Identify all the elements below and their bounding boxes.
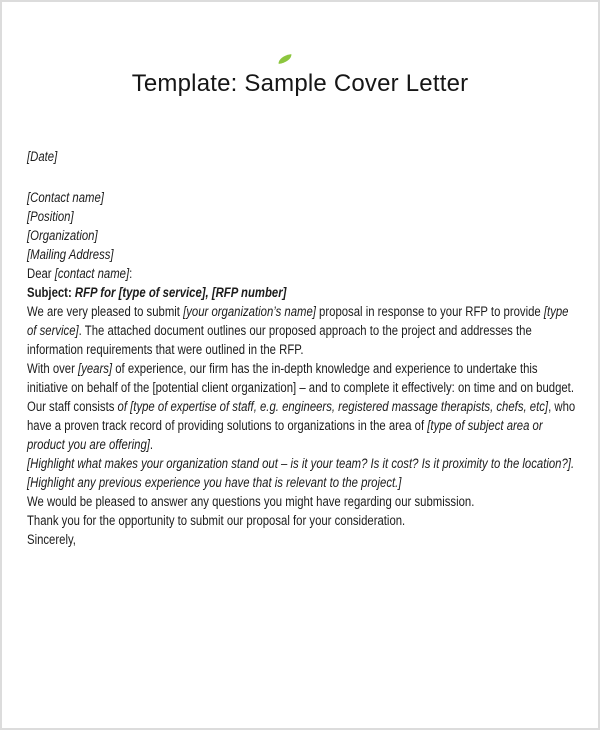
closing-questions-line: We would be pleased to answer any questions you might have regarding our submission. [27,494,475,509]
signoff-line: Sincerely, [27,532,76,547]
paragraph-experience: With over [years] of experience, our firm has the in-depth knowledge and experience to undertake this initiative on behalf of the [potential client organization] – and to complete it effectively: on time and on budget. Our staff consists of [type of expertise of staff, e.g. engineers, registered massage therapists, chefs, etc], who have a proven track record of providing solutions to organizations in the area of [type of subject area or product you are offering]. [27,361,576,452]
paragraph-highlight: [Highlight what makes your organization stand out – is it your team? Is it cost? Is it proximity to the location?]. [Highlight any previous experience you have that is relevant to the project.] [27,456,575,490]
date-line: [Date] [27,149,58,164]
paragraph-intro: We are very pleased to submit [your organization’s name] proposal in response to your RFP to provide [type of service]. The attached document outlines our proposed approach to the project and addresses the information requirements that were outlined in the RFP. [27,304,569,357]
recipient-block [27,188,577,264]
salutation-line: Dear [contact name]: [27,266,133,281]
subject-line: Subject: RFP for [type of service], [RFP number] [27,285,287,300]
recipient-mailing-address: [Mailing Address] [27,247,114,262]
leaf-icon [278,54,293,64]
recipient-contact-name: [Contact name] [27,190,104,205]
recipient-organization: [Organization] [27,228,98,243]
closing-thanks-line: Thank you for the opportunity to submit our proposal for your consideration. [27,513,406,528]
recipient-position: [Position] [27,209,74,224]
page-title: Template: Sample Cover Letter [131,70,469,97]
letter-body [27,147,577,549]
